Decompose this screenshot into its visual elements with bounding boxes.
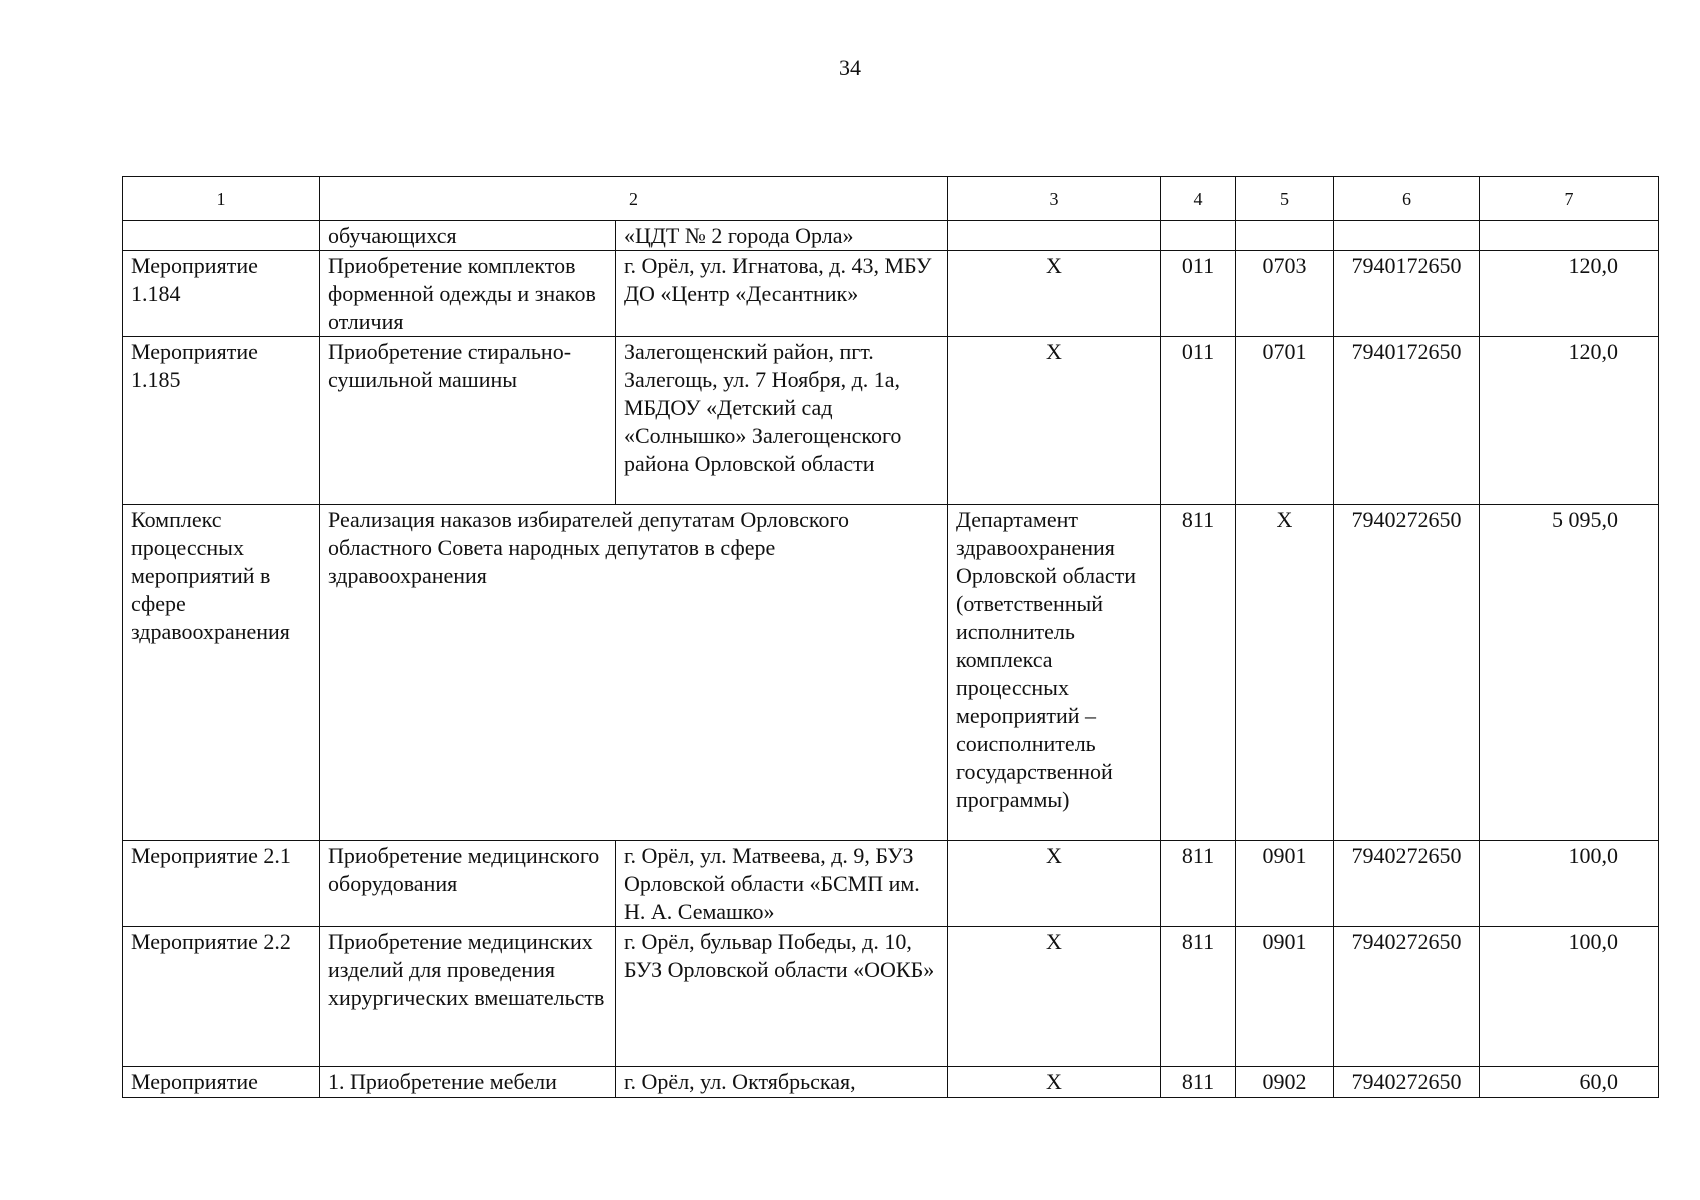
row-label-cell: Мероприятие 2.2: [123, 927, 320, 1067]
header-cell-5: 5: [1236, 177, 1334, 221]
table-row: [123, 841, 1659, 927]
budget-table: [122, 176, 1659, 1098]
row-label-cell: Мероприятие 2.1: [123, 841, 320, 927]
code-cell: 811: [1161, 841, 1236, 927]
header-cell-6: 6: [1334, 177, 1480, 221]
section-cell: [1236, 221, 1334, 251]
header-cell-2: 2: [320, 177, 948, 221]
section-cell: 0703: [1236, 251, 1334, 337]
target-article-cell: [1334, 221, 1480, 251]
table-row: [123, 251, 1659, 337]
item-description-cell: обучающихся: [320, 221, 616, 251]
item-description-cell: 1. Приобретение мебели: [320, 1067, 616, 1098]
row-label-cell: Мероприятие 1.184: [123, 251, 320, 337]
table-row: [123, 927, 1659, 1067]
section-cell: 0701: [1236, 337, 1334, 505]
row-label-cell: Мероприятие 1.185: [123, 337, 320, 505]
amount-cell: 5 095,0: [1480, 505, 1659, 841]
item-address-cell: г. Орёл, ул. Октябрьская,: [616, 1067, 948, 1098]
item-description-cell: Приобретение медицинских изделий для проведения хирургических вмешательств: [320, 927, 616, 1067]
target-article-cell: 7940272650: [1334, 841, 1480, 927]
header-cell-7: 7: [1480, 177, 1659, 221]
target-article-cell: 7940272650: [1334, 505, 1480, 841]
executor-cell: Департамент здравоохранения Орловской области (ответственный исполнитель комплекса процессных мероприятий – соисполнитель государственной программы): [948, 505, 1161, 841]
amount-cell: 60,0: [1480, 1067, 1659, 1098]
amount-cell: [1480, 221, 1659, 251]
code-cell: 811: [1161, 1067, 1236, 1098]
item-address-cell: «ЦДТ № 2 города Орла»: [616, 221, 948, 251]
code-cell: 811: [1161, 505, 1236, 841]
target-article-cell: 7940172650: [1334, 251, 1480, 337]
table-row: [123, 337, 1659, 505]
header-cell-3: 3: [948, 177, 1161, 221]
row-label-cell: [123, 221, 320, 251]
executor-cell: [948, 221, 1161, 251]
executor-cell: Х: [948, 337, 1161, 505]
amount-cell: 120,0: [1480, 251, 1659, 337]
table-row: [123, 1067, 1659, 1098]
section-cell: 0901: [1236, 927, 1334, 1067]
amount-cell: 100,0: [1480, 927, 1659, 1067]
code-cell: 011: [1161, 337, 1236, 505]
header-cell-4: 4: [1161, 177, 1236, 221]
section-cell: Х: [1236, 505, 1334, 841]
item-address-cell: Залегощенский район, пгт. Залегощь, ул. 7 Ноября, д. 1а, МБДОУ «Детский сад «Солнышко» Залегощенского района Орловской области: [616, 337, 948, 505]
item-description-cell: Приобретение комплектов форменной одежды и знаков отличия: [320, 251, 616, 337]
executor-cell: Х: [948, 1067, 1161, 1098]
amount-cell: 120,0: [1480, 337, 1659, 505]
executor-cell: Х: [948, 927, 1161, 1067]
section-cell: 0901: [1236, 841, 1334, 927]
code-cell: [1161, 221, 1236, 251]
row-label-cell: Мероприятие: [123, 1067, 320, 1098]
executor-cell: Х: [948, 841, 1161, 927]
table-row: [123, 221, 1659, 251]
item-address-cell: г. Орёл, бульвар Победы, д. 10, БУЗ Орловской области «ООКБ»: [616, 927, 948, 1067]
header-cell-1: 1: [123, 177, 320, 221]
target-article-cell: 7940172650: [1334, 337, 1480, 505]
item-description-cell: Приобретение медицинского оборудования: [320, 841, 616, 927]
row-label-cell: Комплекс процессных мероприятий в сфере здравоохранения: [123, 505, 320, 841]
target-article-cell: 7940272650: [1334, 927, 1480, 1067]
item-address-cell: г. Орёл, ул. Игнатова, д. 43, МБУ ДО «Центр «Десантник»: [616, 251, 948, 337]
header-row: [123, 177, 1659, 221]
amount-cell: 100,0: [1480, 841, 1659, 927]
item-description-cell: Приобретение стирально-сушильной машины: [320, 337, 616, 505]
code-cell: 811: [1161, 927, 1236, 1067]
section-cell: 0902: [1236, 1067, 1334, 1098]
code-cell: 011: [1161, 251, 1236, 337]
page-number: 34: [839, 55, 861, 80]
item-description-cell: Реализация наказов избирателей депутатам Орловского областного Совета народных депутатов в сфере здравоохранения: [320, 505, 948, 841]
target-article-cell: 7940272650: [1334, 1067, 1480, 1098]
item-address-cell: г. Орёл, ул. Матвеева, д. 9, БУЗ Орловской области «БСМП им. Н. А. Семашко»: [616, 841, 948, 927]
table-row: [123, 505, 1659, 841]
executor-cell: Х: [948, 251, 1161, 337]
